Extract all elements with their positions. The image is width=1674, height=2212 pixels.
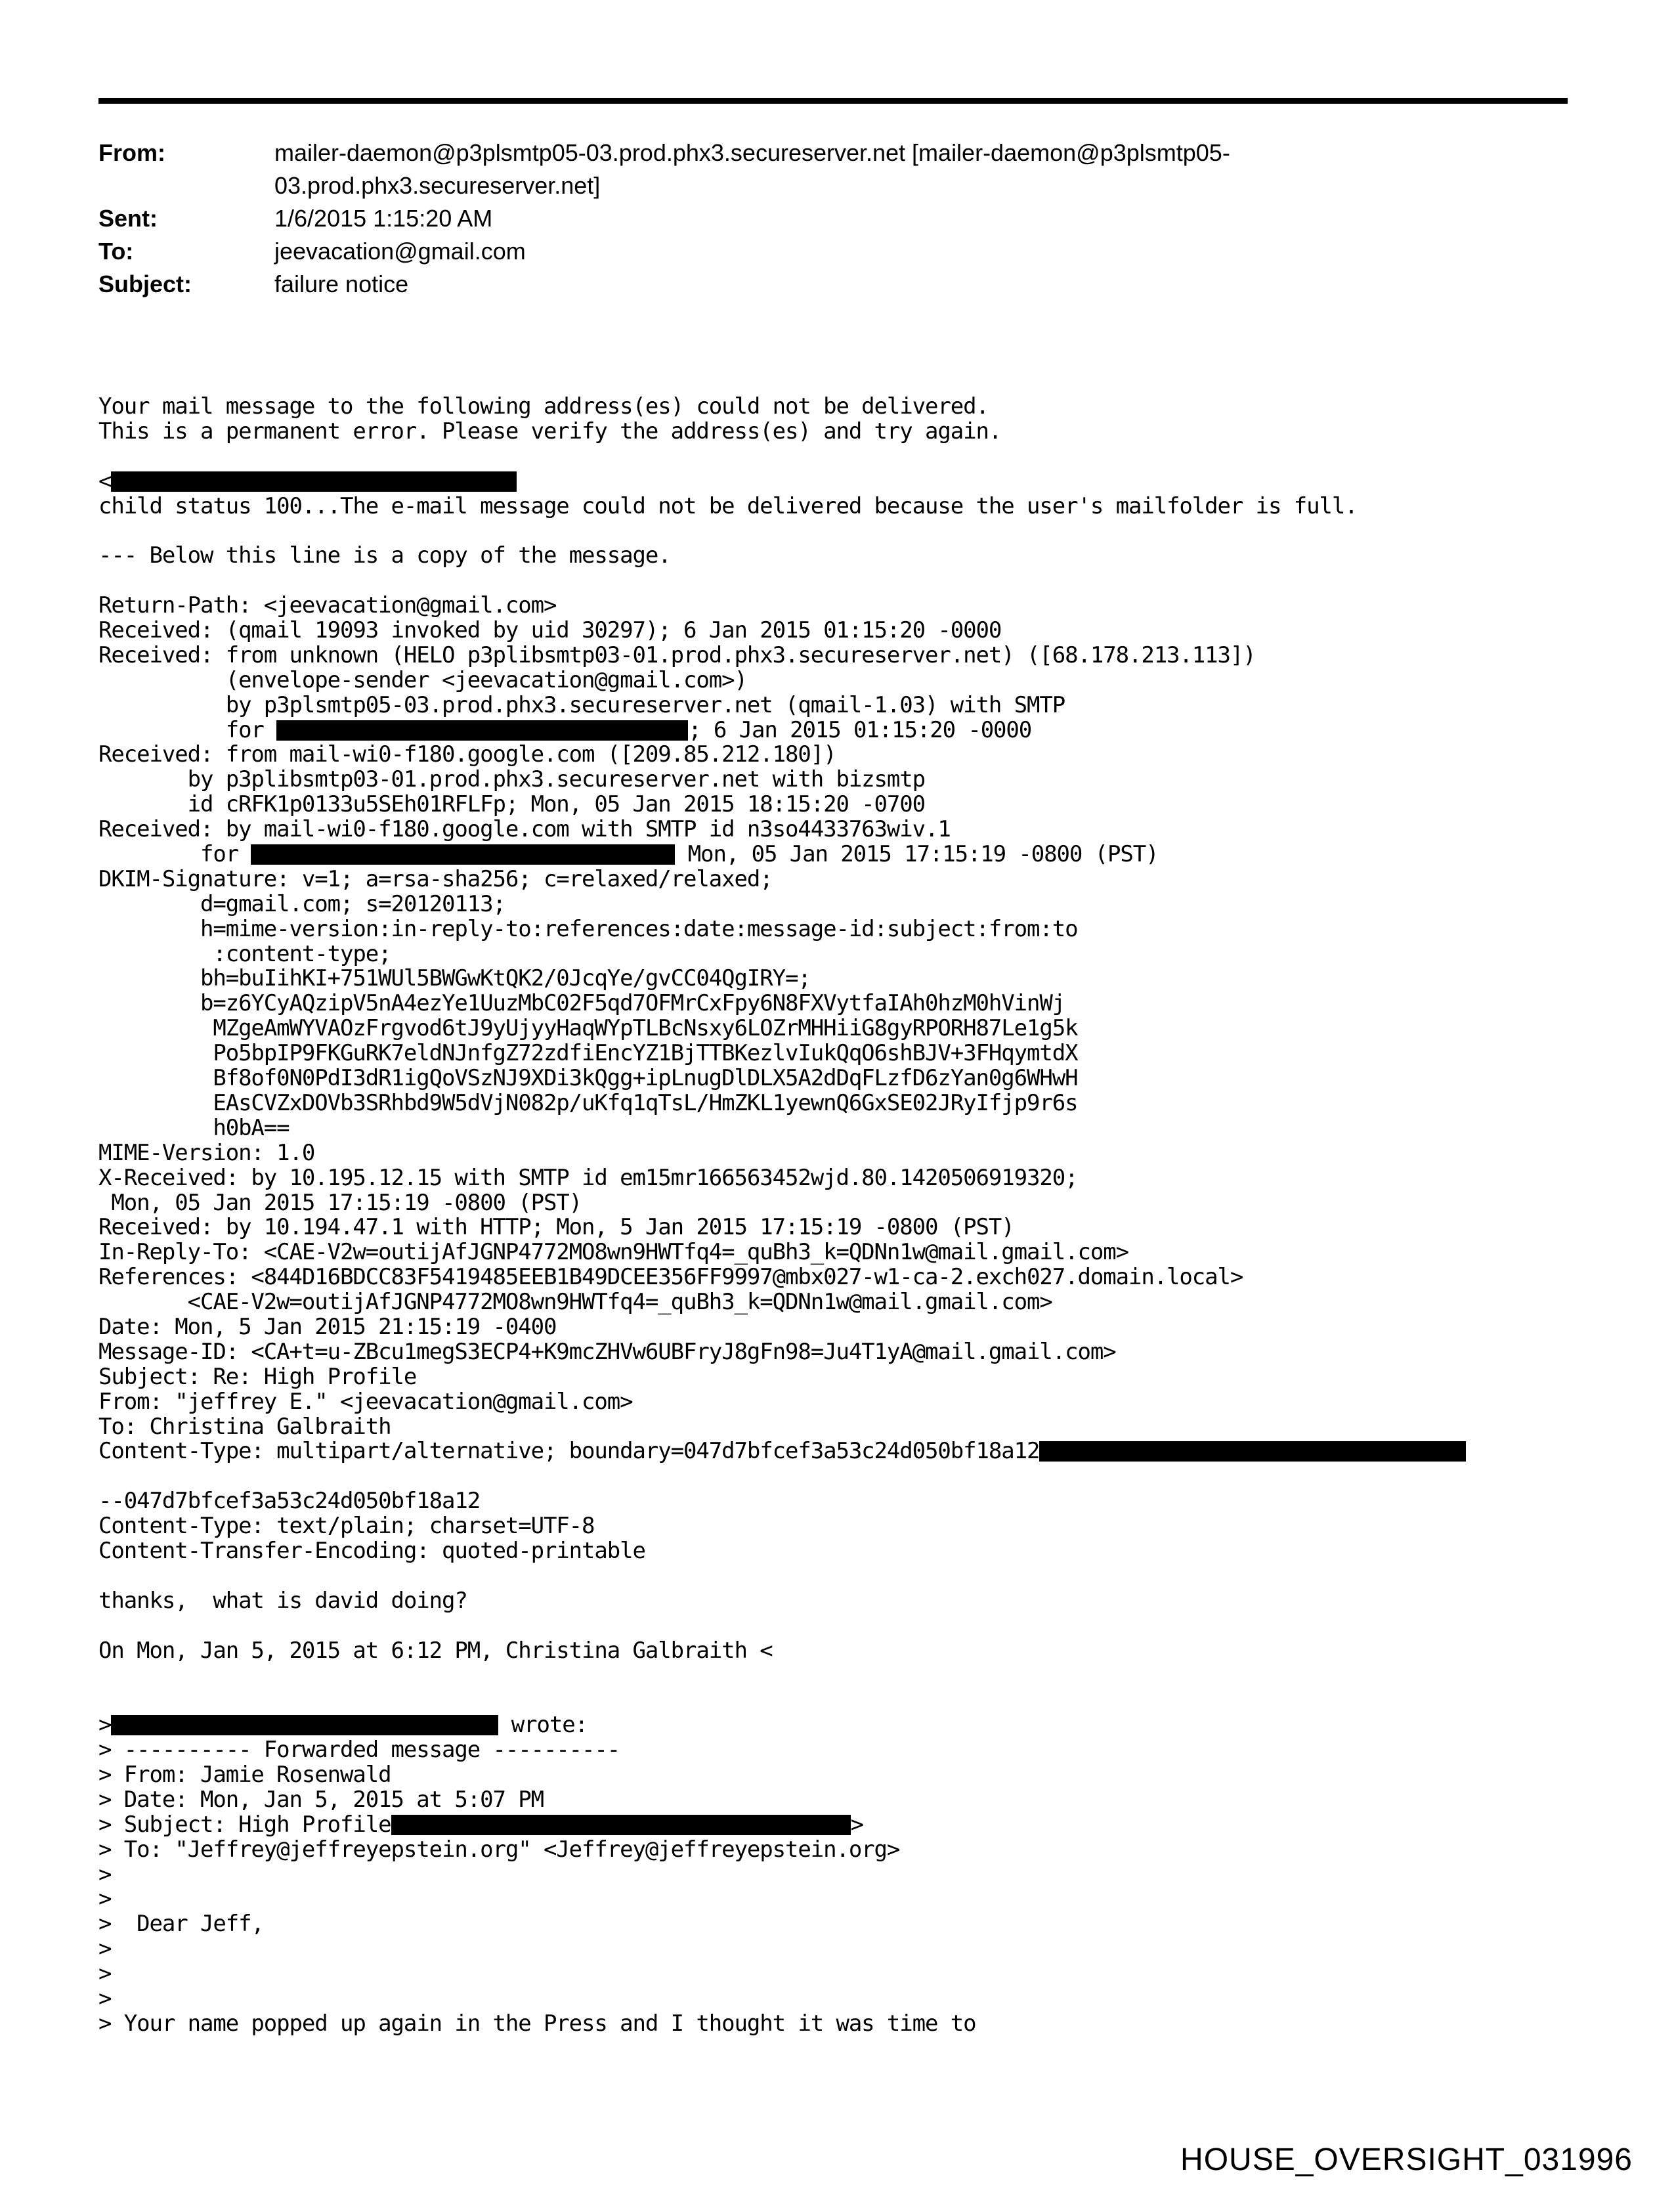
body-line: EAsCVZxDOVb3SRhbd9W5dVjN082p/uKfq1qTsL/HmZKL1yewnQ6GxSE02JRyIfjp9r6s (98, 1089, 1078, 1116)
body-line (98, 842, 1466, 867)
body-line: bh=buIihKI+751WUl5BWGwKtQK2/0JcqYe/gvCC04QgIRY=; (98, 965, 811, 992)
body-line (98, 1464, 1466, 1489)
body-line: Return-Path: <jeevacation@gmail.com> (98, 592, 557, 619)
body-line (98, 469, 1466, 494)
body-line: DKIM-Signature: v=1; a=rsa-sha256; c=relaxed/relaxed; (98, 865, 773, 892)
header-from-row (98, 137, 1456, 202)
body-line: Received: by mail-wi0-f180.google.com with SMTP id n3so4433763wiv.1 (98, 816, 951, 843)
redaction-box (251, 844, 675, 865)
body-line-text: > (98, 1712, 112, 1739)
body-line: id cRFK1p0133u5SEh01RFLFp; Mon, 05 Jan 2015 18:15:20 -0700 (98, 791, 926, 818)
body-line: > Date: Mon, Jan 5, 2015 at 5:07 PM (98, 1786, 544, 1813)
body-line: On Mon, Jan 5, 2015 at 6:12 PM, Christina Galbraith < (98, 1637, 773, 1664)
body-line: References: <844D16BDCC83F5419485EEB1B49DCEE356FF9997@mbx027-w1-ca-2.exch027.domain.local> (98, 1264, 1243, 1291)
body-line: MZgeAmWYVAOzFrgvod6tJ9yUjyyHaqWYpTLBcNsxy6LOZrMHHiiG8gyRPORH87Le1g5k (98, 1015, 1078, 1042)
body-line (98, 1688, 1466, 1713)
body-line: by p3plsmtp05-03.prod.phx3.secureserver.net (qmail-1.03) with SMTP (98, 691, 1065, 718)
bates-number: HOUSE_OVERSIGHT_031996 (1180, 2142, 1633, 2177)
body-line: MIME-Version: 1.0 (98, 1139, 315, 1166)
body-line (98, 1813, 1466, 1838)
body-line: Date: Mon, 5 Jan 2015 21:15:19 -0400 (98, 1313, 557, 1340)
body-line (98, 2062, 1466, 2087)
body-line (98, 1439, 1466, 1464)
body-line: Your mail message to the following address(es) could not be delivered. (98, 393, 989, 420)
sent-value: 1/6/2015 1:15:20 AM (274, 205, 493, 232)
body-line: Received: by 10.194.47.1 with HTTP; Mon, 5 Jan 2015 17:15:19 -0800 (PST) (98, 1214, 1014, 1241)
header-to-row (98, 235, 1456, 268)
body-line: In-Reply-To: <CAE-V2w=outijAfJGNP4772MO8wn9HWTfq4=_quBh3_k=QDNn1w@mail.gmail.com> (98, 1239, 1128, 1266)
body-line: Received: (qmail 19093 invoked by uid 30297); 6 Jan 2015 01:15:20 -0000 (98, 617, 1002, 644)
to-label: To: (98, 238, 134, 265)
body-line: > (98, 1886, 112, 1913)
body-line: > From: Jamie Rosenwald (98, 1761, 404, 1788)
body-line: b=z6YCyAQzipV5nA4ezYe1UuzMbC02F5qd7OFMrCxFpy6N8FXVytfaIAh0hzM0hVinWj (98, 990, 1065, 1017)
body-line: :content-type; (98, 940, 391, 967)
body-line (98, 1713, 1466, 1738)
body-line: --047d7bfcef3a53c24d050bf18a12 (98, 1488, 481, 1515)
body-line: To: Christina Galbraith (98, 1413, 404, 1440)
body-line-tail: Mon, 05 Jan 2015 17:15:19 -0800 (PST) (675, 841, 1159, 868)
body-line (98, 1663, 1466, 1688)
body-line: d=gmail.com; s=20120113; (98, 890, 505, 917)
message-body (98, 395, 1466, 2087)
top-rule (98, 98, 1568, 104)
body-line: child status 100...The e-mail message could not be delivered because the user's mailfolder is full. (98, 492, 1358, 519)
body-line: > (98, 1936, 112, 1963)
body-line: > (98, 1985, 112, 2012)
body-line-tail: wrote: (498, 1712, 588, 1739)
body-line-text: for (98, 841, 251, 868)
sent-label: Sent: (98, 205, 158, 232)
body-line: > (98, 1961, 112, 1987)
header-sent-row (98, 202, 1456, 235)
body-line (98, 569, 1466, 594)
redaction-box (1039, 1441, 1466, 1462)
body-line: > Your name popped up again in the Press and I thought it was time to (98, 2010, 976, 2037)
from-label: From: (98, 139, 165, 166)
body-line-tail: ; 6 Jan 2015 01:15:20 -0000 (688, 716, 1032, 743)
body-line: > ---------- Forwarded message ---------- (98, 1737, 620, 1764)
body-line: > (98, 1861, 112, 1888)
body-line: --- Below this line is a copy of the message. (98, 542, 671, 569)
body-line: Po5bpIP9FKGuRK7eldNJnfgZ72zdfiEncYZ1BjTTBKezlvIukQqO6shBJV+3FHqymtdX (98, 1040, 1078, 1067)
body-line: Content-Transfer-Encoding: quoted-printable (98, 1537, 645, 1564)
body-line: h=mime-version:in-reply-to:references:date:message-id:subject:from:to (98, 915, 1078, 942)
body-line-text: > Subject: High Profile (98, 1811, 391, 1838)
body-line: This is a permanent error. Please verify the address(es) and try again. (98, 418, 1002, 445)
body-line: From: "jeffrey E." <jeevacation@gmail.com> (98, 1388, 633, 1415)
header-subject-row (98, 268, 1456, 301)
body-line: Message-ID: <CA+t=u-ZBcu1megS3ECP4+K9mcZHVw6UBFryJ8gFn98=Ju4T1yA@mail.gmail.com> (98, 1338, 1116, 1365)
body-line: Received: from unknown (HELO p3plibsmtp03-01.prod.phx3.secureserver.net) ([68.178.213.113]) (98, 641, 1256, 668)
body-line: by p3plibsmtp03-01.prod.phx3.secureserver.net with bizsmtp (98, 766, 926, 793)
body-line: > To: "Jeffrey@jeffreyepstein.org" <Jeffrey@jeffreyepstein.org> (98, 1836, 900, 1863)
body-line (98, 445, 1466, 469)
to-value: jeevacation@gmail.com (274, 238, 526, 265)
body-line: thanks, what is david doing? (98, 1587, 467, 1614)
body-line-text: Content-Type: multipart/alternative; boundary=047d7bfcef3a53c24d050bf18a12 (98, 1438, 1040, 1465)
body-line-tail: > (850, 1811, 863, 1838)
body-line: > Dear Jeff, (98, 1911, 264, 1938)
subject-label: Subject: (98, 271, 192, 297)
body-line (98, 718, 1466, 743)
body-line: Bf8of0N0PdI3dR1igQoVSzNJ9XDi3kQgg+ipLnugDlDLX5A2dDqFLzfD6zYan0g6WHwH (98, 1065, 1078, 1092)
body-line-text: < (98, 467, 112, 494)
redaction-box (111, 471, 517, 492)
body-line (98, 519, 1466, 544)
body-line (98, 2037, 1466, 2062)
body-line: Received: from mail-wi0-f180.google.com ([209.85.212.180]) (98, 741, 836, 768)
body-line: (envelope-sender <jeevacation@gmail.com>) (98, 666, 747, 693)
body-line: X-Received: by 10.195.12.15 with SMTP id em15mr166563452wjd.80.1420506919320; (98, 1164, 1078, 1191)
subject-value: failure notice (274, 271, 409, 297)
body-line-text: for (98, 716, 277, 743)
body-line: h0bA== (98, 1114, 290, 1141)
email-header (98, 137, 1456, 301)
body-line: <CAE-V2w=outijAfJGNP4772MO8wn9HWTfq4=_quBh3_k=QDNn1w@mail.gmail.com> (98, 1289, 1052, 1316)
body-line: Subject: Re: High Profile (98, 1363, 417, 1390)
from-value: mailer-daemon@p3plsmtp05-03.prod.phx3.secureserver.net [mailer-daemon@p3plsmtp05-03.prod.phx3.secureserver.net] (274, 139, 1230, 199)
body-line: Content-Type: text/plain; charset=UTF-8 (98, 1513, 595, 1540)
body-line (98, 1614, 1466, 1639)
redaction-box (276, 720, 688, 741)
redaction-box (391, 1815, 851, 1835)
body-line (98, 1564, 1466, 1589)
redaction-box (111, 1715, 498, 1735)
body-line: Mon, 05 Jan 2015 17:15:19 -0800 (PST) (98, 1189, 582, 1216)
